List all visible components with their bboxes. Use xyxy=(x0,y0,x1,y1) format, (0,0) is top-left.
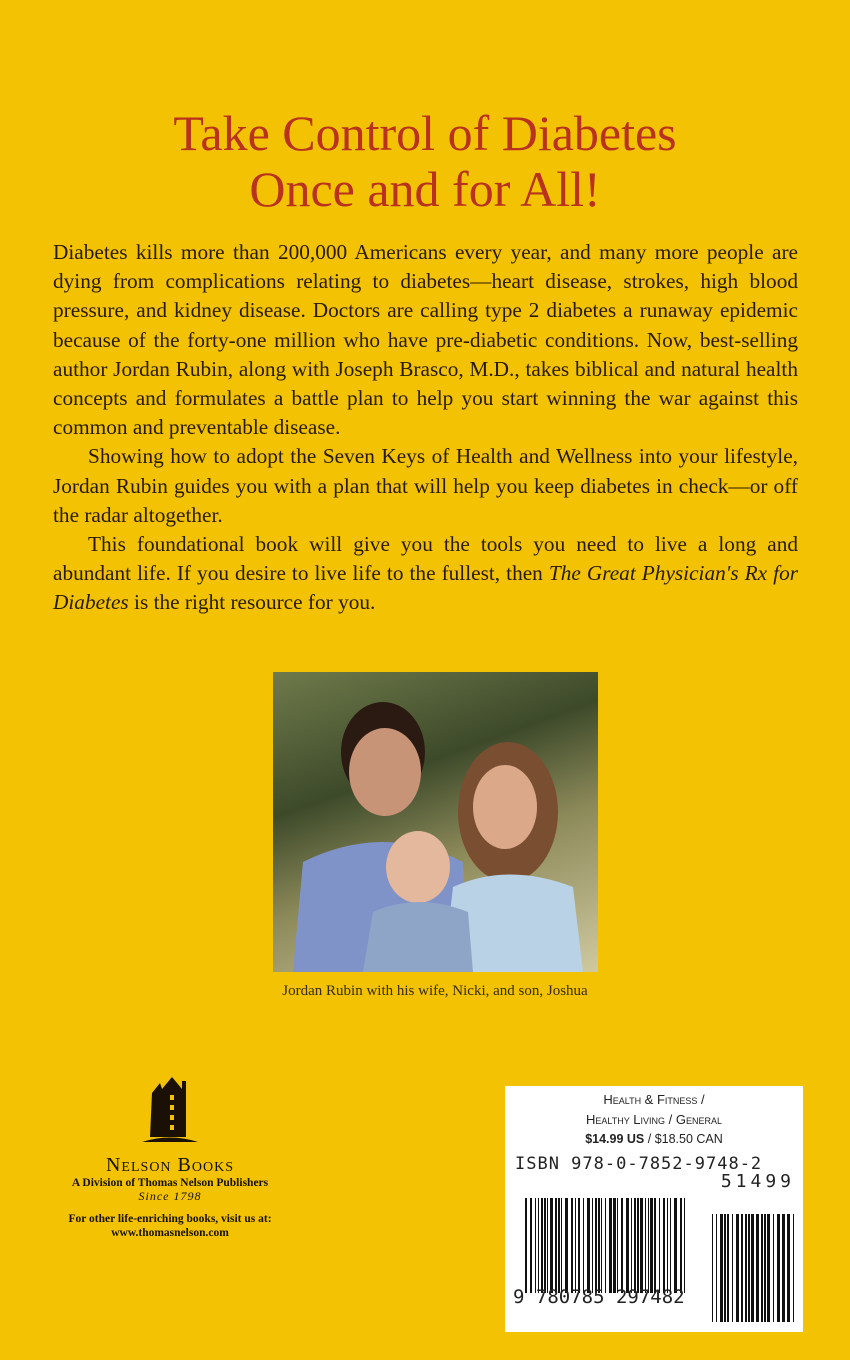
description xyxy=(53,238,798,618)
visit-text: For other life-enriching books, visit us at: xyxy=(68,1213,272,1225)
publisher-name: Nelson Books xyxy=(105,1154,234,1176)
book-title: The Great Physician's Rx for Diabetes xyxy=(53,561,798,615)
barcode-label xyxy=(505,1086,803,1332)
isbn-text: ISBN 978-0-7852-9748-2 xyxy=(515,1154,763,1174)
price xyxy=(505,1130,803,1148)
price-us: $14.99 US xyxy=(585,1132,645,1146)
photo-caption: Jordan Rubin with his wife, Nicki, and son, Joshua xyxy=(282,983,588,999)
headline-line-1: Take Control of Diabetes xyxy=(173,105,677,161)
paragraph-3-end: is the right resource for you. xyxy=(128,590,376,615)
publisher-block xyxy=(40,1075,300,1240)
publisher-since: Since 1798 xyxy=(138,1189,202,1203)
price-addon-code: 51499 xyxy=(720,1171,795,1192)
paragraph-1: Diabetes kills more than 200,000 Americans every year, and many more people are dying from complications relating to diabetes—heart disease, strokes, high blood pressure, and kidney disease. Doctors are calling type 2 diabetes a runaway epidemic because of the forty-one million who have pre-diabetic conditions. Now, best-selling author Jordan Rubin, along with Joseph Brasco, M.D., takes biblical and natural health concepts and formulates a battle plan to help you start winning the war against this common and preventable disease. xyxy=(53,240,798,440)
addon-barcode xyxy=(712,1214,794,1322)
author-family-photo xyxy=(273,672,598,972)
paragraph-3 xyxy=(53,530,798,618)
category-line-1: Health & Fitness / xyxy=(603,1092,705,1107)
price-can: / $18.50 CAN xyxy=(644,1132,723,1146)
ean-digits: 9 780785 297482 xyxy=(513,1286,685,1308)
nelson-house-logo-icon xyxy=(140,1075,200,1143)
paragraph-2: Showing how to adopt the Seven Keys of Health and Wellness into your lifestyle, Jordan Rubin guides you with a plan that will help you keep diabetes in check—or off the radar altogether. xyxy=(53,444,798,527)
paragraph-3-text: This foundational book will give you the tools you need to live a long and abundant life. If you desire to live life to the fullest, then xyxy=(53,532,798,586)
headline-line-2: Once and for All! xyxy=(249,161,601,217)
category-line-2: Healthy Living / General xyxy=(585,1112,723,1127)
publisher-url: www.thomasnelson.com xyxy=(111,1227,229,1239)
publisher-division: A Division of Thomas Nelson Publishers xyxy=(71,1177,269,1189)
